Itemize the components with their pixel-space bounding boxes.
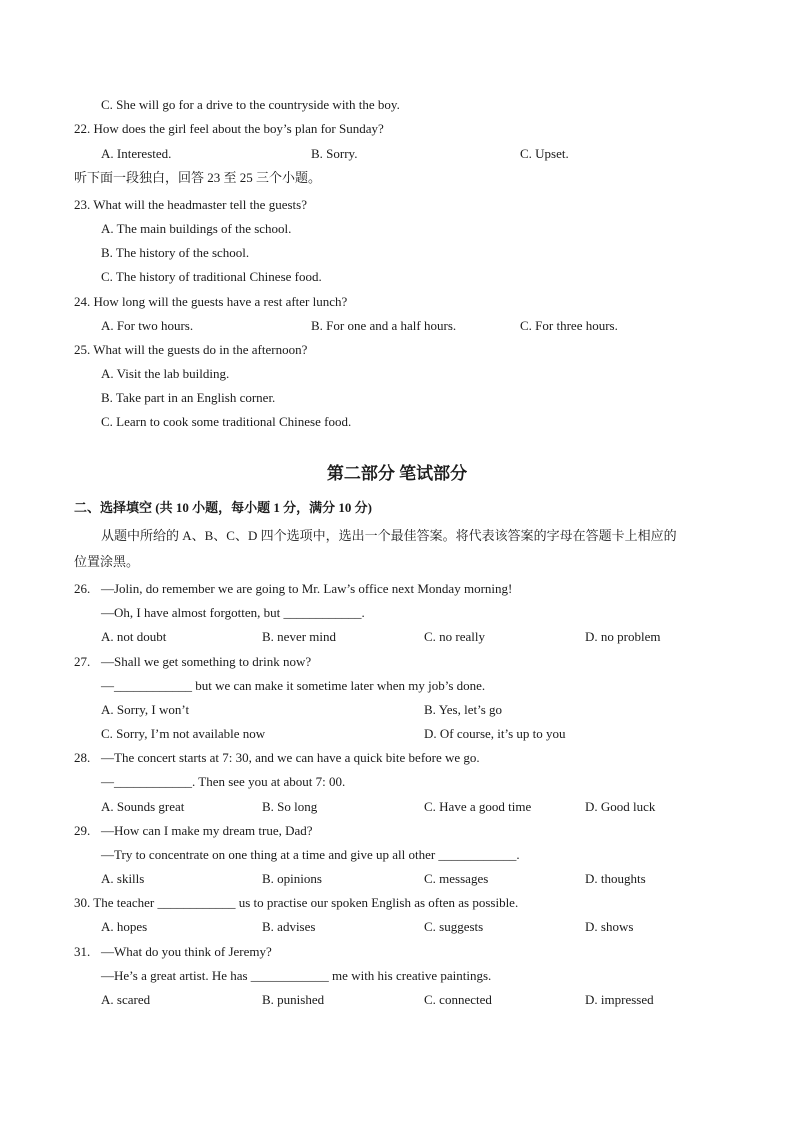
q26-line1: —Jolin, do remember we are going to Mr. Law’s office next Monday morning! [101, 581, 513, 596]
q27-number: 27. [74, 654, 91, 669]
q23-option-c: C. The history of traditional Chinese food. [101, 269, 322, 284]
q26-line2: —Oh, I have almost forgotten, but ____________. [101, 605, 365, 620]
q28-number: 28. [74, 750, 91, 765]
q28-line1: —The concert starts at 7: 30, and we can have a quick bite before we go. [101, 750, 480, 765]
part-two-title: 第二部分 笔试部分 [326, 464, 468, 483]
q25-option-c: C. Learn to cook some traditional Chinese food. [101, 414, 352, 429]
q27-line1: —Shall we get something to drink now? [101, 654, 312, 669]
q29-line1: —How can I make my dream true, Dad? [101, 823, 313, 838]
q26-number: 26. [74, 581, 91, 596]
q24-option-c: C. For three hours. [520, 318, 618, 333]
q22-stem: 22. How does the girl feel about the boy’s plan for Sunday? [74, 121, 384, 136]
monologue-instruction: 听下面一段独白，回答 23 至 25 三个小题。 [74, 170, 322, 185]
q25-option-b: B. Take part in an English corner. [101, 390, 276, 405]
q22-option-c: C. Upset. [520, 146, 569, 161]
q25-option-a: A. Visit the lab building. [101, 366, 230, 381]
q24-stem: 24. How long will the guests have a rest after lunch? [74, 294, 348, 309]
q30-option-a: A. hopes [101, 919, 148, 934]
q27-option-a: A. Sorry, I won’t [101, 702, 190, 717]
q25-stem: 25. What will the guests do in the afternoon? [74, 342, 308, 357]
q24-option-b: B. For one and a half hours. [311, 318, 457, 333]
q28-line2: —____________. Then see you at about 7: 00. [101, 774, 346, 789]
q30-option-b: B. advises [262, 919, 316, 934]
q30-option-c: C. suggests [424, 919, 484, 934]
q23-option-b: B. The history of the school. [101, 245, 250, 260]
q31-line2: —He’s a great artist. He has ____________ me with his creative paintings. [101, 968, 492, 983]
q31-option-d: D. impressed [585, 992, 654, 1007]
q31-option-c: C. connected [424, 992, 492, 1007]
q23-stem: 23. What will the headmaster tell the guests? [74, 197, 307, 212]
q28-option-d: D. Good luck [585, 799, 656, 814]
instruction-line-1: 从题中所给的 A、B、C、D 四个选项中，选出一个最佳答案。将代表该答案的字母在答题卡上相应的 [101, 528, 677, 543]
q21-option-c: C. She will go for a drive to the countryside with the boy. [101, 97, 400, 112]
q28-option-b: B. So long [262, 799, 318, 814]
q22-option-b: B. Sorry. [311, 146, 358, 161]
q27-option-c: C. Sorry, I’m not available now [101, 726, 266, 741]
q28-option-c: C. Have a good time [424, 799, 532, 814]
q24-option-a: A. For two hours. [101, 318, 194, 333]
section-heading: 二、选择填空 (共 10 小题，每小题 1 分，满分 10 分) [74, 500, 372, 515]
q26-option-b: B. never mind [262, 629, 337, 644]
instruction-line-2: 位置涂黑。 [74, 554, 140, 569]
q31-option-a: A. scared [101, 992, 151, 1007]
q29-option-a: A. skills [101, 871, 145, 886]
q22-option-a: A. Interested. [101, 146, 172, 161]
q31-line1: —What do you think of Jeremy? [101, 944, 272, 959]
q27-option-b: B. Yes, let’s go [424, 702, 503, 717]
q28-option-a: A. Sounds great [101, 799, 185, 814]
q26-option-d: D. no problem [585, 629, 661, 644]
q27-line2: —____________ but we can make it sometime later when my job’s done. [101, 678, 486, 693]
q26-option-a: A. not doubt [101, 629, 167, 644]
q31-option-b: B. punished [262, 992, 325, 1007]
q26-option-c: C. no really [424, 629, 486, 644]
q30-stem: 30. The teacher ____________ us to practise our spoken English as often as possible. [74, 895, 519, 910]
q29-option-b: B. opinions [262, 871, 322, 886]
q27-option-d: D. Of course, it’s up to you [424, 726, 566, 741]
q29-number: 29. [74, 823, 91, 838]
q31-number: 31. [74, 944, 91, 959]
q29-option-d: D. thoughts [585, 871, 646, 886]
q23-option-a: A. The main buildings of the school. [101, 221, 292, 236]
q30-option-d: D. shows [585, 919, 634, 934]
q29-option-c: C. messages [424, 871, 489, 886]
q29-line2: —Try to concentrate on one thing at a time and give up all other ____________. [101, 847, 520, 862]
